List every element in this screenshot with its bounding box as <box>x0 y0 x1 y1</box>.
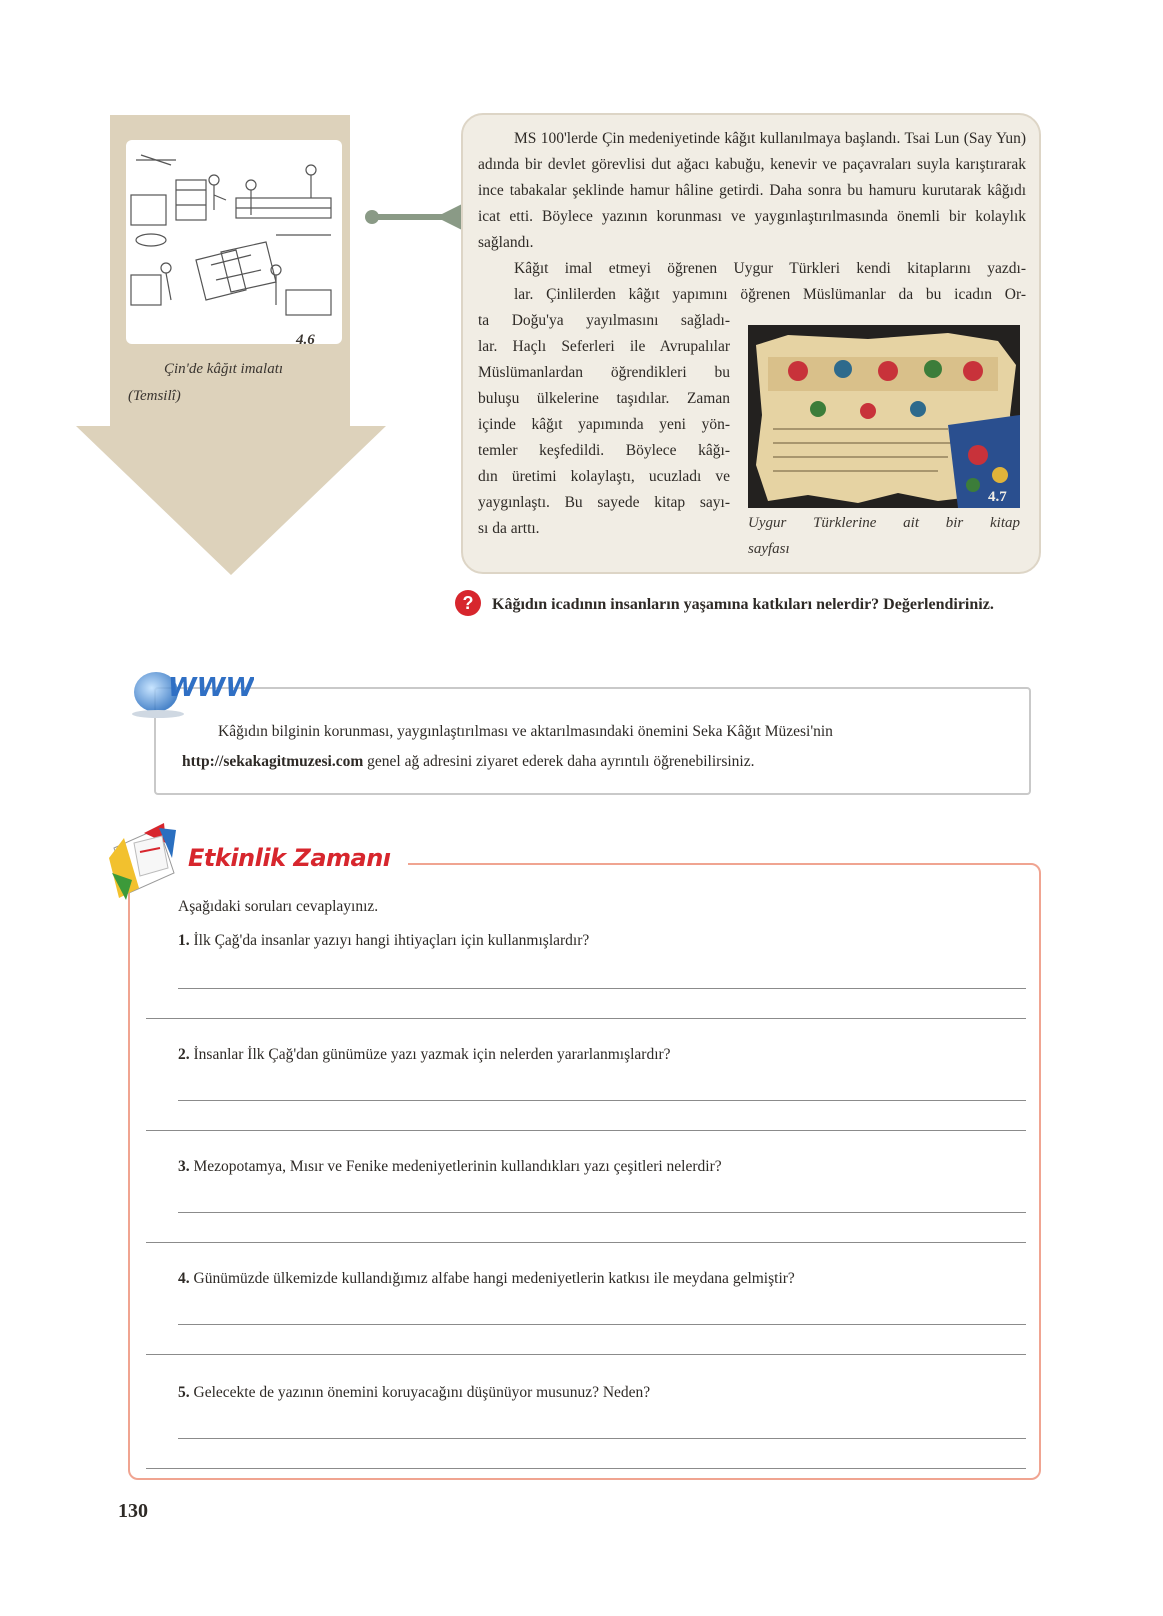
answer-line[interactable] <box>146 1130 1026 1131</box>
answer-line[interactable] <box>146 1018 1026 1019</box>
web-text-intro: Kâğıdın bilginin korunması, yaygınlaştırılması ve aktarılmasındaki önemini Seka Kâğıt Müzesi'nin <box>218 723 833 740</box>
text-line: lar. Haçlı Seferleri ile Avrupalılar <box>478 338 730 355</box>
text-line: ta Doğu'ya yayılmasını sağladı- <box>478 312 730 329</box>
activity-question <box>178 932 589 950</box>
activity-title: Etkinlik Zamanı <box>188 844 391 872</box>
page-number: 130 <box>118 1500 148 1522</box>
answer-line[interactable] <box>178 988 1026 989</box>
question-text: İnsanlar İlk Çağ'dan günümüze yazı yazmak için nelerden yararlanmışlardır? <box>193 1046 671 1063</box>
answer-line[interactable] <box>146 1242 1026 1243</box>
activity-papers-icon <box>104 818 184 902</box>
answer-line[interactable] <box>178 1438 1026 1439</box>
answer-line[interactable] <box>178 1324 1026 1325</box>
web-text-outro: genel ağ adresini ziyaret ederek daha ayrıntılı öğrenebilirsiniz. <box>367 753 755 770</box>
paragraph <box>478 256 1026 308</box>
question-mark-icon: ? <box>455 590 481 616</box>
text-line: Kâğıt imal etmeyi öğrenen Uygur Türkleri kendi kitaplarını yazdı- <box>514 260 1026 277</box>
paper-making-drawing <box>126 140 342 344</box>
callout-connector <box>364 203 464 231</box>
text-line: içinde kâğıt yapımında yeni yön- <box>478 416 730 433</box>
figure-number: 4.7 <box>988 489 1007 505</box>
manuscript-drawing <box>748 325 1020 508</box>
answer-line[interactable] <box>146 1468 1026 1469</box>
web-url-link[interactable]: http://sekakagitmuzesi.com <box>182 753 364 770</box>
question-text: İlk Çağ'da insanlar yazıyı hangi ihtiyaçları için kullanmışlardır? <box>193 932 590 949</box>
text-line: yaygınlaştı. Bu sayede kitap sayı- <box>478 494 730 511</box>
web-resource-text <box>182 717 1006 777</box>
question-number: 3. <box>178 1158 190 1175</box>
text-line: temler keşfedildi. Böylece kâğı- <box>478 442 730 459</box>
www-globe-icon <box>124 660 254 720</box>
question-text: Gelecekte de yazının önemini koruyacağını düşünüyor musunuz? Neden? <box>193 1384 651 1401</box>
text-line: sı da arttı. <box>478 520 540 537</box>
question-number: 4. <box>178 1270 190 1287</box>
activity-question <box>178 1046 671 1064</box>
www-logo-text: WWW <box>168 673 254 703</box>
activity-instructions: Aşağıdaki soruları cevaplayınız. <box>178 898 379 915</box>
discussion-question: Kâğıdın icadının insanların yaşamına katkıları nelerdir? Değerlendiriniz. <box>492 596 994 613</box>
paper-making-illustration <box>126 140 342 344</box>
paragraph-wrapped <box>478 308 730 542</box>
activity-question <box>178 1158 722 1176</box>
text-line: dın üretimi kolaylaştı, ucuzladı ve <box>478 468 730 485</box>
question-number: 1. <box>178 932 190 949</box>
question-number: 2. <box>178 1046 190 1063</box>
text-line: Müslümanlardan öğrendikleri bu <box>478 364 730 381</box>
figure-number: 4.6 <box>296 332 315 348</box>
answer-line[interactable] <box>178 1100 1026 1101</box>
answer-line[interactable] <box>178 1212 1026 1213</box>
paragraph: MS 100'lerde Çin medeniyetinde kâğıt kullanılmaya başlandı. Tsai Lun (Say Yun) adında bir devlet görevlisi dut ağacı kabuğu, kenevir ve paçavraları suyla karıştırarak ince tabakalar şeklinde hamur hâline getirdi. Daha sonra bu hamuru kurutarak kâğıdı icat etti. Böylece yazının korunması ve yaygınlaştırılmasında önemli bir kolaylık sağlandı. <box>478 130 1026 251</box>
figure-caption: Uygur Türklerine ait bir kitap <box>748 515 1020 531</box>
question-text: Günümüzde ülkemizde kullandığımız alfabe hangi medeniyetlerin katkısı ile meydana gelmiştir? <box>193 1270 795 1287</box>
question-text: Mezopotamya, Mısır ve Fenike medeniyetlerinin kullandıkları yazı çeşitleri nelerdir? <box>193 1158 722 1175</box>
uyghur-book-page-photo <box>748 325 1020 508</box>
activity-question <box>178 1384 650 1402</box>
question-number: 5. <box>178 1384 190 1401</box>
text-line: buluşu ülkelerine taşıdılar. Zaman <box>478 390 730 407</box>
answer-line[interactable] <box>146 1354 1026 1355</box>
figure-caption: Çin'de kâğıt imalatı (Temsilî) <box>128 361 284 404</box>
text-line: lar. Çinlilerden kâğıt yapımını öğrenen Müslümanlar da bu icadın Or- <box>514 286 1026 303</box>
figure-caption-continued: sayfası <box>748 541 790 557</box>
activity-question <box>178 1270 795 1288</box>
